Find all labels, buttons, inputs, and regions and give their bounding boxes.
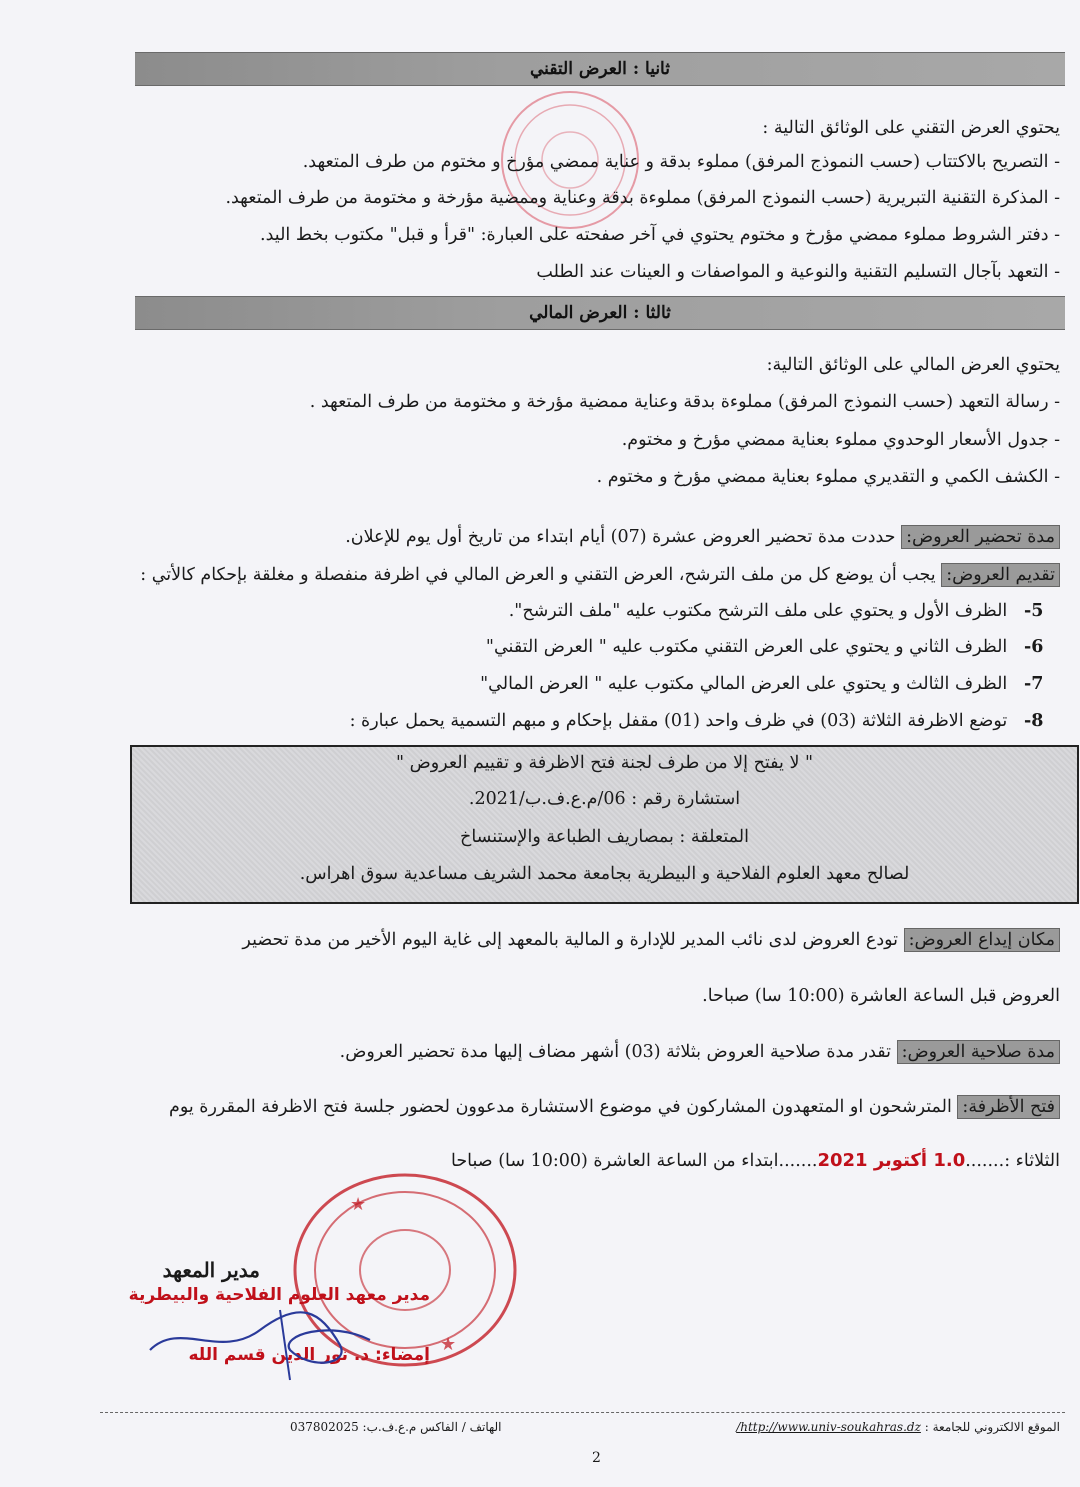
section-technical-offer: ثانيا : العرض التقني <box>135 52 1065 86</box>
envelope-item: 6- الظرف الثاني و يحتوي على العرض التقني مكتوب عليه " العرض التقني" <box>485 637 1044 657</box>
financial-intro: يحتوي العرض المالي على الوثائق التالية: <box>766 355 1060 375</box>
opening-label: فتح الأظرفة: <box>957 1095 1060 1119</box>
handwritten-date: 1.0 أكتوبر 2021 <box>817 1150 966 1171</box>
signature-scribble <box>140 1290 400 1390</box>
opening: فتح الأظرفة: المترشحون او المتعهدون المشاركون في موضوع الاستشارة مدعوون لحضور جلسة فتح الاظرفة المقررة يوم <box>40 1097 1060 1117</box>
technical-intro: يحتوي العرض التقني على الوثائق التالية : <box>762 118 1060 138</box>
stamp-text-line: مدير معهد العلوم الفلاحية والبيطرية <box>128 1285 430 1305</box>
website-link[interactable]: http://www.univ-soukahras.dz/ <box>736 1420 921 1434</box>
financial-item: - رسالة التعهد (حسب النموذج المرفق) مملوءة بدقة وعناية ممضية مؤرخة و مختومة من طرف المتعهد . <box>309 392 1060 412</box>
deposit-place: مكان إيداع العروض: تودع العروض لدى نائب المدير للإدارة و المالية بالمعهد إلى غاية اليوم الأخير من مدة تحضير <box>40 930 1060 950</box>
box-line: " لا يفتح إلا من طرف لجنة فتح الاظرفة و تقييم العروض " <box>395 753 814 773</box>
envelope-item: 5- الظرف الأول و يحتوي على ملف الترشح مكتوب عليه "ملف الترشح". <box>508 601 1044 621</box>
box-line: المتعلقة : بمصاريف الطباعة والإستنساخ <box>460 827 749 847</box>
technical-item: - التصريح بالاكتتاب (حسب النموذج المرفق) مملوء بدقة و عناية ممضي مؤرخ و مختوم من طرف المتعهد. <box>302 152 1060 172</box>
submission-label: تقديم العروض: <box>941 563 1060 587</box>
deposit-continued: العروض قبل الساعة العاشرة (10:00 سا) صباحا. <box>702 986 1060 1006</box>
technical-item: - المذكرة التقنية التبريرية (حسب النموذج المرفق) مملوءة بدقة وعناية وممضية مؤرخة و مختومة من طرف المتعهد. <box>225 188 1060 208</box>
technical-item: - التعهد بآجال التسليم التقنية والنوعية و المواصفات و العينات عند الطلب <box>536 262 1060 282</box>
svg-text:★: ★ <box>440 1334 457 1355</box>
envelope-item: 8- توضع الاظرفة الثلاثة (03) في ظرف واحد (01) مقفل بإحكام و مبهم التسمية يحمل عبارة : <box>349 711 1044 731</box>
footer-website: الموقع الالكتروني للجامعة : http://www.univ-soukahras.dz/ <box>736 1420 1060 1434</box>
page-number: 2 <box>592 1450 601 1466</box>
validity-label: مدة صلاحية العروض: <box>897 1040 1060 1064</box>
submission: تقديم العروض: يجب أن يوضع كل من ملف الترشح، العرض التقني و العرض المالي في اظرفة منفصلة و مغلقة بإحكام كالأتي : <box>40 565 1060 585</box>
envelope-item: 7- الظرف الثالث و يحتوي على العرض المالي مكتوب عليه " العرض المالي" <box>480 674 1044 694</box>
prep-duration: مدة تحضير العروض: حددت مدة تحضير العروض عشرة (07) أيام ابتداء من تاريخ أول يوم للإعلان. <box>40 527 1060 547</box>
technical-item: - دفتر الشروط مملوء ممضي مؤرخ و مختوم يحتوي في آخر صفحته على العبارة: "قرأ و قبل" مكتوب بخط اليد. <box>260 225 1060 245</box>
stamp-text-line: إمضاء: د. نور الدين قسم الله <box>188 1345 430 1365</box>
opening-date: الثلاثاء :.......1.0 أكتوبر 2021.......ابتداء من الساعة العاشرة (10:00 سا) صباحا <box>451 1150 1060 1171</box>
box-line: استشارة رقم : 06/م.ع.ف.ب/2021. <box>468 789 741 809</box>
deposit-label: مكان إيداع العروض: <box>904 928 1060 952</box>
box-line: لصالح معهد العلوم الفلاحية و البيطرية بجامعة محمد الشريف مساعدية سوق اهراس. <box>299 864 910 884</box>
director-title: مدير المعهد <box>162 1258 260 1282</box>
financial-item: - الكشف الكمي و التقديري مملوء بعناية ممضي مؤرخ و مختوم . <box>596 467 1060 487</box>
financial-item: - جدول الأسعار الوحدوي مملوء بعناية ممضي مؤرخ و مختوم. <box>621 430 1060 450</box>
envelope-label-box <box>130 745 1079 904</box>
section-financial-offer: ثالثا : العرض المالي <box>135 296 1065 330</box>
validity: مدة صلاحية العروض: تقدر مدة صلاحية العروض بثلاثة (03) أشهر مضاف إليها مدة تحضير العروض. <box>40 1042 1060 1062</box>
footer-divider <box>100 1412 1065 1413</box>
prep-duration-label: مدة تحضير العروض: <box>901 525 1060 549</box>
footer-phone: الهاتف / الفاكس م.ع.ف.ب: 037802025 <box>290 1420 502 1434</box>
svg-text:★: ★ <box>350 1194 367 1215</box>
